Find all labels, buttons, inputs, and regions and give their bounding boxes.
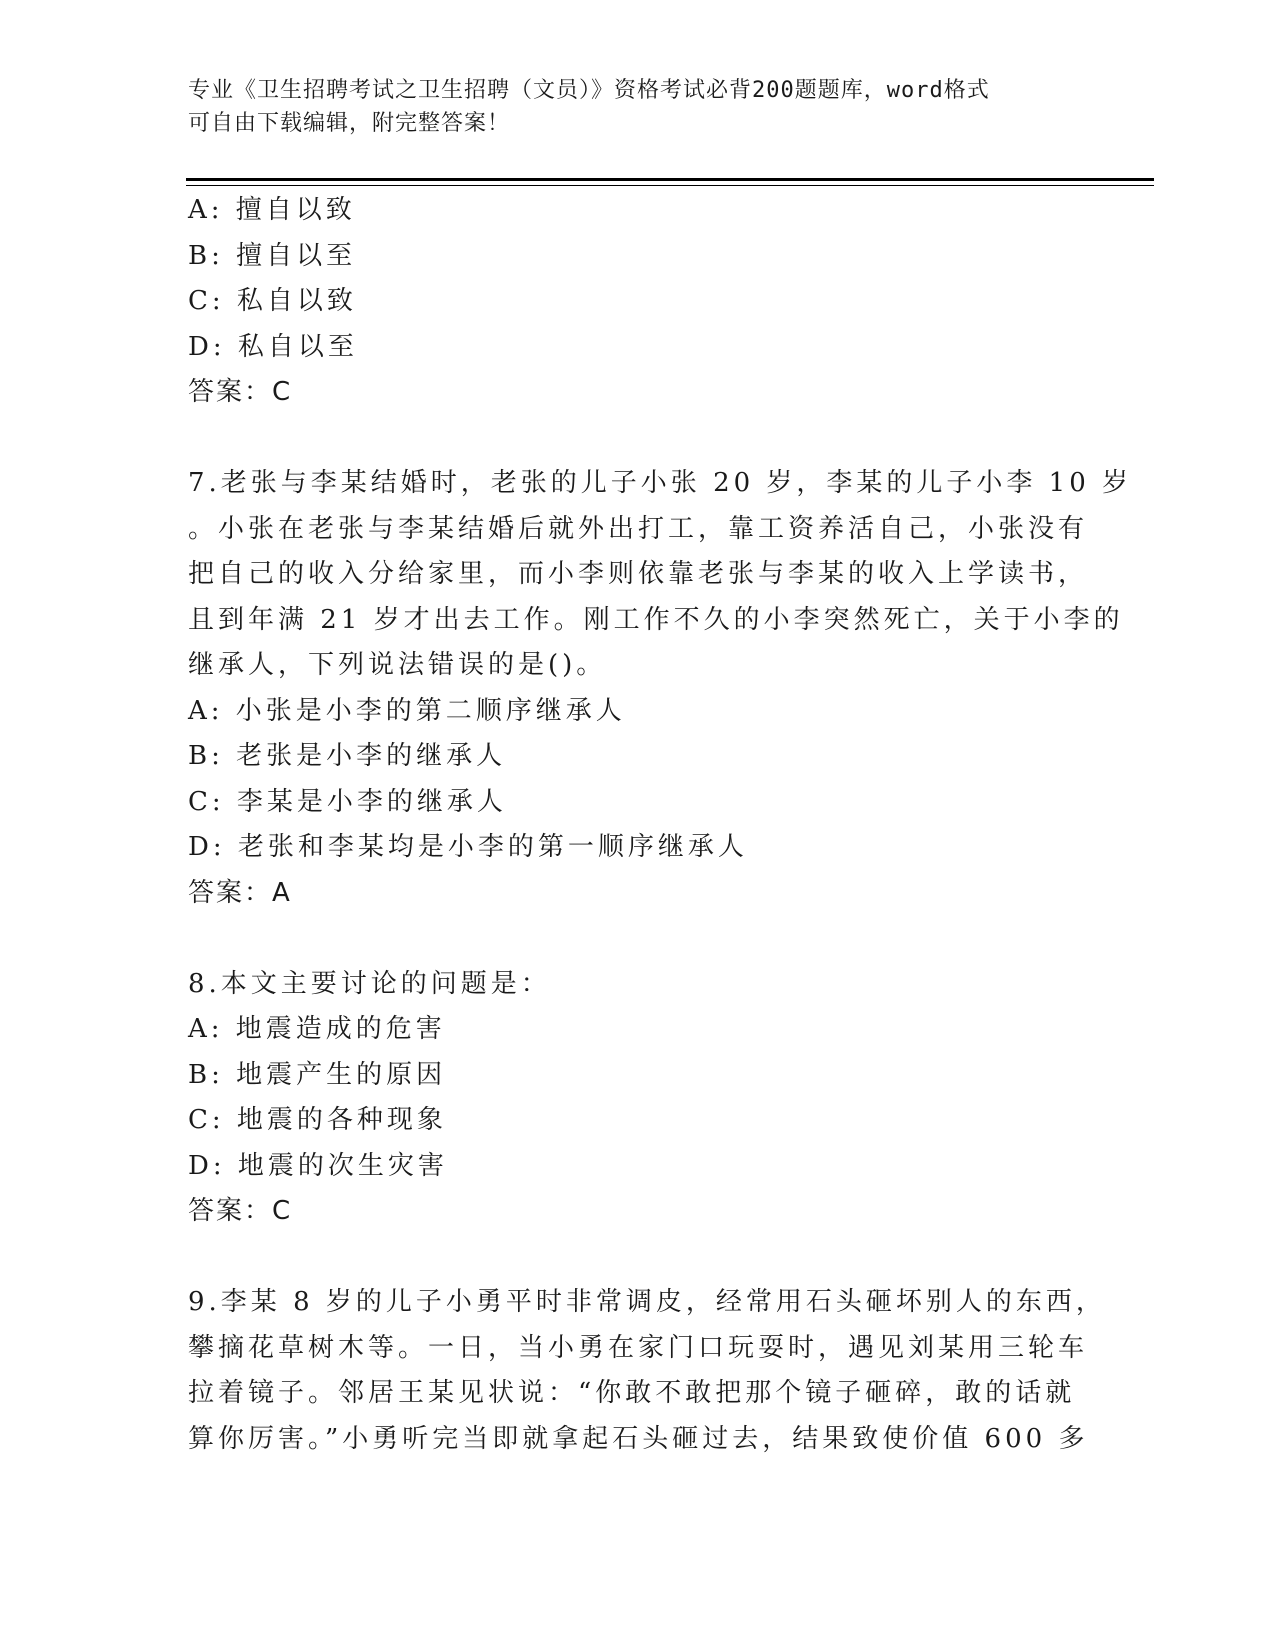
- question-9-stem-line-1: 9.李某 8 岁的儿子小勇平时非常调皮，经常用石头砸坏别人的东西，: [188, 1287, 1106, 1317]
- question-7-stem-line-2: 。小张在老张与李某结婚后就外出打工，靠工资养活自己，小张没有: [188, 513, 1089, 544]
- option-a: A: 地震造成的危害: [188, 1014, 446, 1044]
- option-a: A: 小张是小李的第二顺序继承人: [188, 695, 626, 726]
- option-b: B: 地震产生的原因: [188, 1059, 447, 1090]
- option-c: C: 地震的各种现象: [188, 1105, 447, 1135]
- header-divider-thick: [186, 178, 1154, 181]
- question-6-block: [188, 188, 1088, 416]
- question-7-block: [188, 461, 1133, 916]
- question-8-block: [188, 962, 1088, 1235]
- question-7-stem-line-5: 继承人，下列说法错误的是()。: [188, 650, 607, 680]
- spacer: [188, 916, 1088, 962]
- header-line-1: 专业《卫生招聘考试之卫生招聘（文员）》资格考试必背200题题库，word格式: [188, 78, 990, 103]
- option-b: B: 擅自以至: [188, 240, 357, 271]
- header-line-2: 可自由下载编辑，附完整答案！: [188, 111, 511, 136]
- spacer: [188, 416, 1088, 462]
- option-c: C: 私自以致: [188, 286, 357, 316]
- spacer: [188, 1235, 1088, 1281]
- question-7-stem-line-1: 7.老张与李某结婚时，老张的儿子小张 20 岁，李某的儿子小李 10 岁: [188, 468, 1133, 498]
- question-7-stem-line-3: 把自己的收入分给家里，而小李则依靠老张与李某的收入上学读书，: [188, 559, 1089, 589]
- document-header: [188, 74, 1088, 140]
- question-content: [188, 188, 1133, 1462]
- answer-line: 答案：C: [188, 1196, 293, 1226]
- option-c: C: 李某是小李的继承人: [188, 786, 507, 817]
- question-9-block: [188, 1280, 1106, 1462]
- option-d: D: 私自以至: [188, 331, 358, 362]
- question-9-stem-line-2: 攀摘花草树木等。一日，当小勇在家门口玩耍时，遇见刘某用三轮车: [188, 1332, 1089, 1363]
- option-d: D: 老张和李某均是小李的第一顺序继承人: [188, 832, 748, 862]
- option-b: B: 老张是小李的继承人: [188, 741, 507, 771]
- option-d: D: 地震的次生灾害: [188, 1150, 448, 1181]
- question-8-stem-line-1: 8.本文主要讨论的问题是：: [188, 968, 551, 999]
- answer-line: 答案：A: [188, 877, 292, 908]
- header-divider-thin: [186, 185, 1154, 186]
- question-7-stem-line-4: 且到年满 21 岁才出去工作。刚工作不久的小李突然死亡，关于小李的: [188, 604, 1124, 635]
- question-9-stem-line-4: 算你厉害。”小勇听完当即就拿起石头砸过去，结果致使价值 600 多: [188, 1423, 1089, 1454]
- answer-line: 答案：C: [188, 377, 293, 407]
- option-a: A: 擅自以致: [188, 195, 356, 225]
- question-9-stem-line-3: 拉着镜子。邻居王某见状说：“你敢不敢把那个镜子砸碎，敢的话就: [188, 1378, 1076, 1408]
